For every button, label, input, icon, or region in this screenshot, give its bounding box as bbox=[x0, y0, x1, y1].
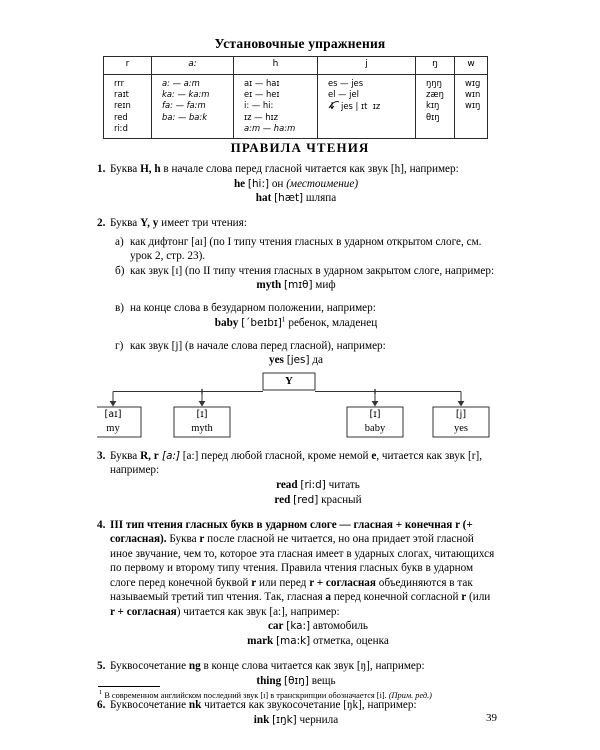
example-line bbox=[97, 713, 495, 728]
table-row bbox=[104, 75, 488, 139]
example-ipa: [ɪŋk] bbox=[272, 713, 297, 726]
footnote-editor-note: (Прим. ред.) bbox=[388, 691, 432, 700]
example-translation: красный bbox=[321, 493, 362, 506]
table-cell-j bbox=[318, 75, 416, 139]
example-word: red bbox=[274, 493, 291, 506]
example-translation: читать bbox=[328, 478, 360, 491]
rule-text-part: Буквосочетание bbox=[110, 699, 189, 712]
example-word: yes bbox=[269, 354, 284, 367]
cell-line: red bbox=[114, 111, 128, 122]
rule-number: 6. bbox=[97, 699, 106, 712]
cell-line: ŋŋŋ bbox=[426, 78, 442, 88]
example-word: mark bbox=[247, 635, 274, 648]
example-line bbox=[97, 619, 495, 634]
rule-bold-letter: e bbox=[371, 449, 377, 462]
rule-bold-letter: Y, y bbox=[140, 217, 159, 230]
cell-line: wɪg bbox=[465, 78, 481, 88]
rule-text-part: Буква bbox=[166, 533, 200, 546]
rule-item-5 bbox=[97, 659, 495, 674]
rule-text-part: Буква bbox=[110, 449, 141, 462]
cell-line: aɪ — haɪ bbox=[244, 78, 280, 88]
rule-text-part: в начале слова перед гласной читается как звук [h], например: bbox=[160, 163, 459, 175]
example-translation: миф bbox=[315, 279, 336, 292]
tree-leaf-word-3: baby bbox=[364, 422, 386, 434]
example-line bbox=[97, 493, 495, 508]
rule-2-sub-v bbox=[115, 301, 495, 316]
example-line bbox=[97, 191, 495, 206]
rule-text-part: ) читается как звук [a:], например: bbox=[176, 605, 340, 618]
rule-text-part: объединяются в так называемый третий тип чтения. Так, гласная bbox=[110, 576, 473, 604]
sub-item-text: как дифтонг [aɪ] (по I типу чтения гласных в ударном открытом слоге, см. урок 2, стр. 23). bbox=[130, 235, 482, 263]
falling-tone-mark-icon bbox=[328, 100, 341, 112]
example-ipa: [jes] bbox=[286, 354, 310, 367]
rule-item-2 bbox=[97, 216, 495, 231]
example-ipa: [hi:] bbox=[247, 177, 270, 190]
tree-leaf-word-4: yes bbox=[454, 422, 468, 434]
example-ipa: [ma:k] bbox=[276, 635, 311, 648]
rule-bold-letter: r + согласная bbox=[110, 605, 177, 618]
example-ipa: [ri:d] bbox=[300, 478, 326, 491]
footnote-marker: 1 bbox=[99, 689, 103, 697]
example-translation: отметка, оценка bbox=[312, 635, 389, 648]
example-line bbox=[97, 177, 495, 192]
example-word: thing bbox=[256, 674, 282, 687]
rule-text-part: [a:] перед любой гласной, кроме немой bbox=[180, 449, 372, 462]
cell-line: reɪn bbox=[114, 100, 131, 111]
cell-line: wɪŋ bbox=[465, 100, 481, 111]
rule-item-4 bbox=[97, 518, 495, 620]
table-cell-w bbox=[455, 75, 488, 139]
footnote-reference: 1 bbox=[281, 313, 286, 323]
rule-2-sub-g bbox=[115, 339, 495, 354]
sub-item-letter: а) bbox=[115, 235, 124, 248]
example-line bbox=[97, 478, 495, 493]
cell-line: es — jes bbox=[328, 78, 364, 88]
cell-line: ka: — ka:m bbox=[162, 89, 210, 100]
example-word: baby bbox=[214, 316, 239, 329]
rule-bold-letter: r + согласная bbox=[309, 576, 376, 589]
example-line bbox=[97, 634, 495, 649]
sub-item-letter: в) bbox=[115, 302, 125, 315]
rule-number: 1. bbox=[97, 163, 106, 175]
example-ipa: [mɪθ] bbox=[284, 279, 313, 292]
cell-line: wɪn bbox=[465, 89, 481, 100]
rule-text-part: , читается как звук [r], например: bbox=[110, 449, 482, 477]
phonetic-drill-table bbox=[103, 56, 488, 139]
footnote-block bbox=[97, 686, 495, 702]
table-col-header-r: r bbox=[104, 57, 152, 75]
example-word: read bbox=[276, 478, 298, 491]
page-number: 39 bbox=[486, 712, 497, 724]
example-note: (местоимение) bbox=[286, 177, 359, 190]
rule-bold-letter: H, h bbox=[140, 163, 161, 175]
rule-ipa: [a:] bbox=[158, 449, 180, 462]
rule-text-part: перед конечной согласной bbox=[331, 591, 462, 604]
rule-text-part: Буква bbox=[110, 217, 141, 230]
rule-item-1 bbox=[97, 162, 495, 177]
cell-line: riːd bbox=[114, 122, 128, 133]
exercises-table-title: Установочные упражнения bbox=[214, 36, 386, 51]
rule-text-part: после гласной не читается, но она придает этой гласной иное звучание, чем то, которое эта гласная имеет в ударных слогах, читающихся по первому и второму типу чтения. Правила чтения гласных букв в ударном слоге перед конечной буквой bbox=[110, 533, 495, 589]
table-col-header-h: h bbox=[234, 57, 318, 75]
rule-number: 3. bbox=[97, 449, 106, 462]
rule-item-3 bbox=[97, 449, 495, 478]
rule-bold-letter: R, r bbox=[140, 449, 159, 462]
footnote-body: В современном английском последний звук [ɪ] в транскрипции обозначается [i]. bbox=[104, 691, 389, 700]
table-cell-eng bbox=[416, 75, 455, 139]
cell-line: a:m — ha:m bbox=[244, 122, 296, 133]
rule-text bbox=[110, 659, 495, 674]
rule-bold-letter: r bbox=[199, 533, 205, 546]
cell-line: i: — hi: bbox=[244, 100, 274, 111]
example-translation: ребенок, младенец bbox=[288, 316, 378, 329]
table-col-header-eng: ŋ bbox=[416, 57, 455, 75]
example-word: ink bbox=[253, 713, 270, 726]
rule-text-part: Буква bbox=[110, 163, 141, 175]
example-line bbox=[97, 313, 495, 331]
example-word: hat bbox=[255, 192, 272, 205]
example-ipa: [ka:] bbox=[286, 620, 311, 633]
rule-text bbox=[110, 162, 495, 177]
sub-item-letter: б) bbox=[115, 264, 125, 277]
cell-line: zæŋ bbox=[426, 89, 444, 100]
example-translation: он bbox=[271, 177, 284, 190]
example-ipa: [red] bbox=[293, 493, 319, 506]
rule-bold-lead: III тип чтения гласных букв в ударном слоге — гласная + конечная r (+ согласная). bbox=[110, 518, 473, 546]
table-cell-r bbox=[104, 75, 152, 139]
sub-item-text: на конце слова в безударном положении, например: bbox=[130, 302, 376, 315]
rule-number: 4. bbox=[97, 518, 106, 531]
example-ipa: [hæt] bbox=[274, 192, 304, 205]
cell-line-intonation bbox=[328, 100, 415, 112]
example-translation: да bbox=[312, 354, 323, 367]
rule-bold-letter: ng bbox=[188, 660, 201, 673]
cell-line: ɪz — hɪz bbox=[244, 111, 279, 122]
tree-leaf-ipa-2: [ɪ] bbox=[196, 408, 208, 420]
example-line bbox=[97, 278, 495, 293]
example-line bbox=[97, 353, 495, 368]
footnote-separator bbox=[98, 686, 160, 687]
rule-text-part: (или bbox=[466, 591, 491, 604]
rule-text-part: имеет три чтения: bbox=[158, 217, 247, 230]
example-ipa: [θɪŋ] bbox=[284, 674, 309, 687]
example-translation: чернила bbox=[299, 713, 339, 726]
example-word: he bbox=[233, 177, 246, 190]
cell-line: a: — a:m bbox=[162, 78, 200, 88]
tree-leaf-ipa-3: [ɪ] bbox=[369, 408, 381, 420]
y-readings-tree-diagram bbox=[97, 371, 495, 439]
rule-text-part: читается как звукосочетание [ŋk], например: bbox=[201, 699, 417, 712]
rules-content bbox=[97, 162, 495, 728]
rule-bold-letter: r bbox=[251, 576, 257, 589]
rule-number: 2. bbox=[97, 217, 106, 230]
sub-item-text: как звук [ɪ] (по II типу чтения гласных в ударном закрытом слоге, например: bbox=[130, 264, 495, 277]
table-col-header-j: j bbox=[318, 57, 416, 75]
table-col-header-aa: a: bbox=[152, 57, 234, 75]
example-translation: автомобиль bbox=[312, 620, 369, 633]
table-header-row bbox=[104, 57, 488, 75]
cell-line: raɪt bbox=[114, 89, 129, 100]
rule-bold-letter: nk bbox=[188, 699, 202, 712]
footnote-text bbox=[97, 691, 495, 702]
example-word: myth bbox=[256, 279, 282, 292]
cell-line: fa: — fa:m bbox=[162, 100, 206, 111]
cell-line: ba: — ba:k bbox=[162, 111, 208, 122]
example-translation: вещь bbox=[311, 674, 336, 687]
example-translation: шляпа bbox=[305, 192, 337, 205]
tree-leaf-word-2: myth bbox=[191, 422, 213, 434]
rule-text-part: в конце слова читается как звук [ŋ], например: bbox=[200, 660, 425, 673]
tree-leaf-word-1: my bbox=[106, 422, 120, 434]
sub-item-text: как звук [j] (в начале слова перед гласной), например: bbox=[130, 339, 386, 352]
rule-text bbox=[110, 518, 495, 620]
tree-root-label: Y bbox=[285, 374, 293, 387]
table-col-header-w: w bbox=[455, 57, 488, 75]
rule-text bbox=[110, 449, 495, 478]
rule-2-sub-a bbox=[115, 235, 495, 264]
rule-bold-letter: r bbox=[461, 591, 467, 604]
table-cell-h bbox=[234, 75, 318, 139]
rule-text-part: или перед bbox=[256, 576, 310, 589]
rule-number: 5. bbox=[97, 660, 106, 673]
cell-line: θɪŋ bbox=[426, 111, 440, 122]
intonation-text: jes | ɪt ɪz bbox=[341, 101, 381, 112]
cell-line: eɪ — heɪ bbox=[244, 89, 280, 100]
rule-text bbox=[110, 216, 495, 231]
cell-line: kɪŋ bbox=[426, 100, 440, 111]
rule-text-part: Буквосочетание bbox=[110, 660, 189, 673]
rule-2-sub-b bbox=[115, 264, 495, 279]
tree-leaf-ipa-1: [aɪ] bbox=[104, 408, 122, 420]
table-cell-aa bbox=[152, 75, 234, 139]
phonetic-drill-table-wrapper bbox=[103, 56, 487, 139]
rule-bold-letter: a bbox=[325, 591, 332, 604]
cell-line: rrr bbox=[114, 78, 125, 88]
example-word: car bbox=[267, 620, 284, 633]
page-title: ПРАВИЛА ЧТЕНИЯ bbox=[230, 140, 370, 155]
example-ipa: [ˊbeɪbɪ] bbox=[241, 316, 282, 329]
cell-line: el — jel bbox=[328, 89, 359, 100]
tree-leaf-ipa-4: [j] bbox=[455, 408, 467, 420]
sub-item-letter: г) bbox=[115, 339, 124, 352]
